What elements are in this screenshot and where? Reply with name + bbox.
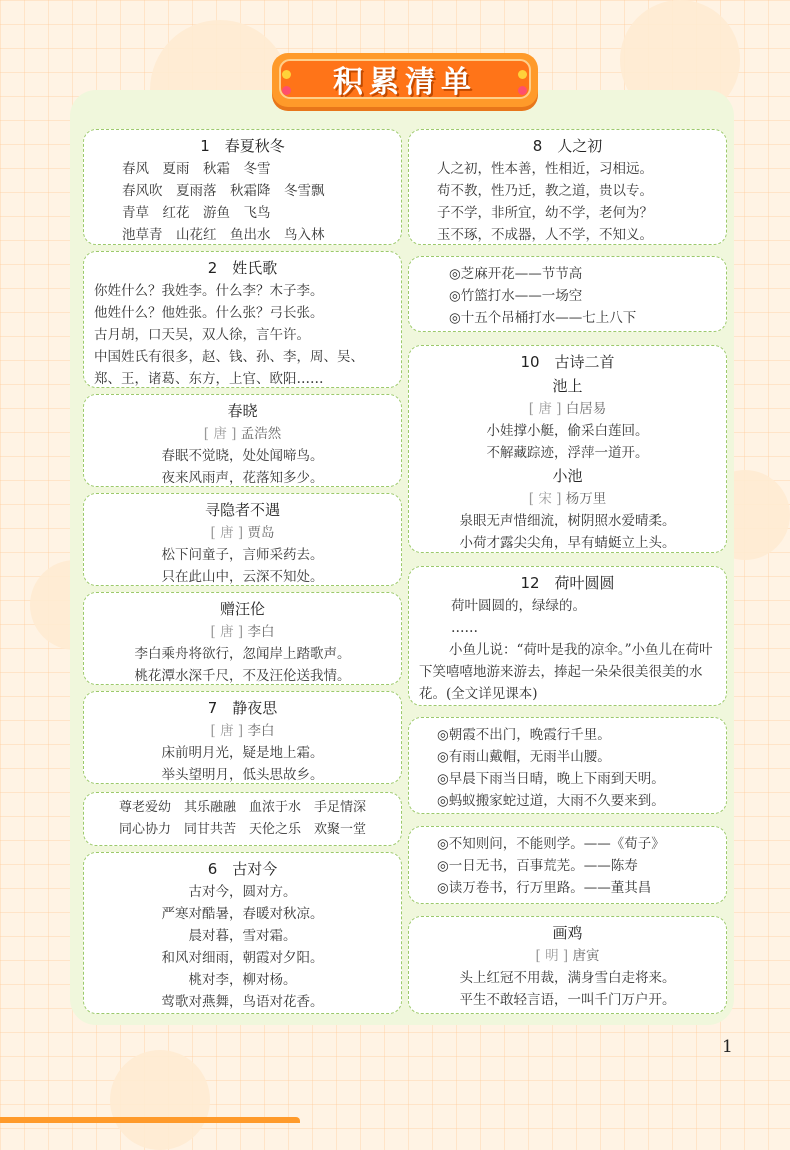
text-line: 人之初，性本善，性相近，习相远。 bbox=[437, 161, 653, 177]
text-line: …… bbox=[451, 620, 478, 636]
card-title: 6 古对今 bbox=[207, 860, 278, 878]
text-line: 只在此山中，云深不知处。 bbox=[161, 569, 324, 585]
text-line: 春风吹 夏雨落 秋霜降 冬雪飘 bbox=[122, 183, 325, 199]
text-line: 不解藏踪迹，浮萍一道开。 bbox=[486, 445, 649, 461]
card-renzhichu bbox=[408, 129, 727, 245]
title-banner bbox=[272, 53, 538, 107]
text-line: 春风 夏雨 秋霜 冬雪 bbox=[122, 161, 271, 177]
card-title: 2 姓氏歌 bbox=[207, 259, 278, 277]
text-line: 你姓什么？我姓李。什么李？木子李。 bbox=[94, 283, 324, 299]
card-title: 8 人之初 bbox=[532, 137, 603, 155]
page-title: 积累清单 bbox=[333, 65, 477, 100]
text-line: 小娃撑小艇，偷采白莲回。 bbox=[486, 423, 649, 439]
card-xiehouyu bbox=[408, 256, 727, 332]
author: 唐寅 bbox=[572, 948, 600, 964]
card-heyeyuanyuan bbox=[408, 566, 727, 706]
card-title: 10 古诗二首 bbox=[520, 353, 615, 371]
author-line bbox=[94, 423, 391, 445]
card-title: 赠汪伦 bbox=[219, 600, 265, 618]
card-title: 画鸡 bbox=[552, 924, 583, 942]
banner-dot bbox=[282, 86, 291, 95]
text-line: ◎有雨山戴帽，无雨半山腰。 bbox=[437, 749, 611, 765]
card-title: 1 春夏秋冬 bbox=[200, 137, 285, 155]
text-line: 夜来风雨声，花落知多少。 bbox=[161, 470, 324, 486]
author-line bbox=[94, 621, 391, 643]
text-line: 玉不琢，不成器，人不学，不知义。 bbox=[437, 227, 653, 243]
card-zengwanglun bbox=[83, 592, 402, 685]
author: 白居易 bbox=[565, 401, 607, 417]
text-line: 中国姓氏有很多，赵、钱、孙、李，周、吴、 bbox=[94, 349, 364, 365]
bottom-accent-bar bbox=[0, 1117, 300, 1123]
card-chunxiaqiudong bbox=[83, 129, 402, 245]
text-line: 古月胡，口天吴，双人徐，言午许。 bbox=[94, 327, 310, 343]
author: 李白 bbox=[247, 723, 275, 739]
text-paragraph: 小鱼儿说：“荷叶是我的凉伞。”小鱼儿在荷叶下笑嘻嘻地游来游去，捧起一朵朵很美很美的水花。(全文详见课本) bbox=[419, 642, 713, 702]
text-line: ◎读万卷书，行万里路。——董其昌 bbox=[437, 880, 652, 896]
text-line: ◎十五个吊桶打水——七上八下 bbox=[449, 310, 637, 326]
text-line: 郑、王，诸葛、东方，上官、欧阳…… bbox=[94, 371, 324, 387]
author: 贾岛 bbox=[247, 525, 275, 541]
text-line: ◎芝麻开花——节节高 bbox=[449, 266, 583, 282]
text-line: 小荷才露尖尖角，早有蜻蜓立上头。 bbox=[459, 535, 676, 551]
card-title: 12 荷叶圆圆 bbox=[520, 574, 615, 592]
text-line: 头上红冠不用裁，满身雪白走将来。 bbox=[459, 970, 676, 986]
text-line: 古对今，圆对方。 bbox=[188, 884, 297, 900]
card-xunyinzhe bbox=[83, 493, 402, 586]
text-line: 举头望明月，低头思故乡。 bbox=[161, 767, 324, 783]
card-title: 7 静夜思 bbox=[207, 699, 278, 717]
text-line: 李白乘舟将欲行，忽闻岸上踏歌声。 bbox=[134, 646, 351, 662]
text-line: 春眠不觉晓，处处闻啼鸟。 bbox=[161, 448, 324, 464]
author-line bbox=[419, 488, 716, 510]
text-line: ◎不知则问，不能则学。——《荀子》 bbox=[437, 836, 665, 852]
text-line: ◎早晨下雨当日晴，晚上下雨到天明。 bbox=[437, 771, 665, 787]
dynasty: [ 唐 ] bbox=[210, 624, 244, 640]
author-line bbox=[94, 720, 391, 742]
author: 杨万里 bbox=[565, 491, 607, 507]
card-title: 春晓 bbox=[227, 402, 258, 420]
text-line: 床前明月光，疑是地上霜。 bbox=[161, 745, 324, 761]
text-line: 他姓什么？他姓张。什么张？弓长张。 bbox=[94, 305, 324, 321]
text-line: 和风对细雨，朝霞对夕阳。 bbox=[161, 950, 324, 966]
card-gushi-ershou bbox=[408, 345, 727, 553]
text-line: 子不学，非所宜，幼不学，老何为？ bbox=[437, 205, 653, 221]
text-line: 平生不敢轻言语，一叫千门万户开。 bbox=[459, 992, 676, 1008]
author-line bbox=[419, 398, 716, 420]
dynasty: [ 宋 ] bbox=[528, 491, 562, 507]
text-line: 青草 红花 游鱼 飞鸟 bbox=[122, 205, 271, 221]
text-line: 同心协力 同甘共苦 天伦之乐 欢聚一堂 bbox=[118, 822, 366, 837]
text-line: 桃对李，柳对杨。 bbox=[188, 972, 297, 988]
page-number: 1 bbox=[722, 1037, 733, 1057]
author-line bbox=[419, 945, 716, 967]
text-line: 松下问童子，言师采药去。 bbox=[161, 547, 324, 563]
title-banner-inner bbox=[279, 59, 531, 99]
text-line: ◎竹篮打水——一场空 bbox=[449, 288, 583, 304]
card-idioms bbox=[83, 792, 402, 846]
banner-dot bbox=[518, 70, 527, 79]
text-line: 苟不教，性乃迁，教之道，贵以专。 bbox=[437, 183, 653, 199]
text-line: 桃花潭水深千尺，不及汪伦送我情。 bbox=[134, 668, 351, 684]
text-line: 尊老爱幼 其乐融融 血浓于水 手足情深 bbox=[118, 800, 366, 815]
dynasty: [ 唐 ] bbox=[528, 401, 562, 417]
dynasty: [ 明 ] bbox=[535, 948, 569, 964]
text-line: 晨对暮，雪对霜。 bbox=[188, 928, 297, 944]
text-line: 莺歌对燕舞，鸟语对花香。 bbox=[161, 994, 324, 1010]
text-line: 严寒对酷暑，春暖对秋凉。 bbox=[161, 906, 324, 922]
card-proverbs bbox=[408, 717, 727, 814]
card-chunxiao bbox=[83, 394, 402, 487]
card-quotes bbox=[408, 826, 727, 904]
text-line: ◎一日无书，百事荒芜。——陈寿 bbox=[437, 858, 638, 874]
text-line: 池草青 山花红 鱼出水 鸟入林 bbox=[122, 227, 325, 243]
author: 孟浩然 bbox=[240, 426, 282, 442]
banner-dot bbox=[282, 70, 291, 79]
dynasty: [ 唐 ] bbox=[210, 723, 244, 739]
poem-title: 池上 bbox=[552, 377, 583, 395]
text-line: 泉眼无声惜细流，树阴照水爱晴柔。 bbox=[459, 513, 676, 529]
poem-title: 小池 bbox=[552, 467, 583, 485]
card-huaji bbox=[408, 916, 727, 1014]
text-line: ◎蚂蚁搬家蛇过道，大雨不久要来到。 bbox=[437, 793, 665, 809]
deco-circle bbox=[110, 1050, 210, 1150]
banner-dot bbox=[518, 86, 527, 95]
text-line: 荷叶圆圆的，绿绿的。 bbox=[451, 598, 586, 614]
card-title: 寻隐者不遇 bbox=[204, 501, 280, 519]
author: 李白 bbox=[247, 624, 275, 640]
text-line: ◎朝霞不出门，晚霞行千里。 bbox=[437, 727, 611, 743]
card-guduijin bbox=[83, 852, 402, 1014]
dynasty: [ 唐 ] bbox=[210, 525, 244, 541]
dynasty: [ 唐 ] bbox=[203, 426, 237, 442]
card-xingshige bbox=[83, 251, 402, 388]
card-jingyesi bbox=[83, 691, 402, 784]
author-line bbox=[94, 522, 391, 544]
